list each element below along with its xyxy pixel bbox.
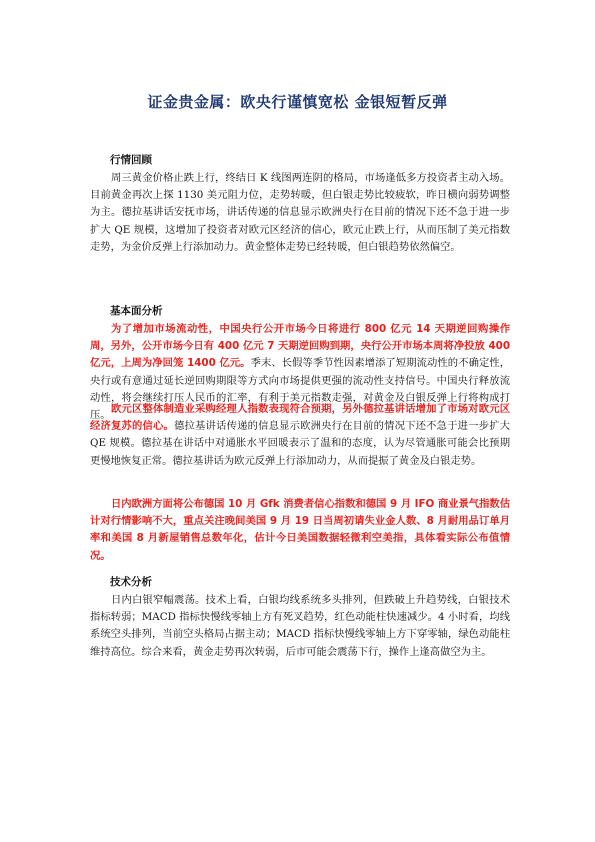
section-heading-fundamentals: 基本面分析 — [110, 305, 163, 317]
section-fundamentals-2 — [90, 401, 510, 470]
section-market-review — [90, 152, 510, 256]
page-title: 证金贵金属：欧央行谨慎宽松 金银短暂反弹 — [147, 93, 448, 111]
fundamentals-p2-highlight: 欧元区整体制造业采购经理人指数表现符合预期，另外德拉基讲话增加了市场对欧元区经济复苏的信心。 — [90, 403, 510, 433]
section-fundamentals-3 — [90, 496, 510, 565]
section-technical — [90, 574, 510, 661]
fundamentals-p3-highlight: 日内欧洲方面将公布德国 10 月 Gfk 消费者信心指数和德国 9 月 IFO 商业景气指数估计对行情影响不大，重点关注晚间美国 9 月 19 日当周初请失业金人数、8 月耐用品订单月率和美国 8 月新屋销售总数年化，估计今日美国数据轻微利空美指，具体看实际公布值情况。 — [90, 498, 510, 562]
fundamentals-paragraph-3 — [90, 496, 510, 565]
fundamentals-paragraph-2 — [90, 401, 510, 470]
market-review-paragraph: 周三黄金价格止跌上行，终结日 K 线图两连阴的格局，市场逢低多方投资者主动入场。目前黄金再次上探 1130 美元阻力位，走势转暖，但白银走势比较疲软，昨日横向弱势调整为主。德拉基讲话安抚市场，讲话传递的信息显示欧洲央行在目前的情况下还不急于进一步扩大 QE 规模，这增加了投资者对欧元区经济的信心，欧元止跌上行，从而压制了美元指数走势，为金价反弹上行添加动力。黄金整体走势已经转暖，但白银趋势依然偏空。 — [90, 172, 510, 253]
section-heading-technical: 技术分析 — [110, 576, 152, 588]
technical-paragraph: 日内白银窄幅震荡。技术上看，白银均线系统多头排列，但跌破上升趋势线，白银技术指标转弱；MACD 指标快慢线零轴上方有死叉趋势，红色动能柱快速减少。4 小时看，均线系统空头排列，当前空头格局占据主动；MACD 指标快慢线零轴上方下穿零轴，绿色动能柱维持高位。综合来看，黄金走势再次转弱，后市可能会震荡下行，操作上逢高做空为主。 — [90, 594, 510, 658]
fundamentals-p2-text: 德拉基讲话传递的信息显示欧洲央行在目前的情况下还不急于进一步扩大 QE 规模。德拉基在讲话中对通胀水平回暖表示了温和的态度，认为尽管通胀可能会比预期更慢地恢复正常。德拉基讲话为欧元反弹上行添加动力，从而提振了黄金及白银走势。 — [90, 420, 511, 467]
section-heading-market-review: 行情回顾 — [110, 154, 152, 166]
fundamentals-p1-text: 季末、长假等季节性因素增添了短期流动性的不确定性，央行或有意通过延长逆回购期限等方式向市场提供更强的流动性支持信号。中国央行释放流动性，将会继续打压人民币的汇率，有利于美元指数走强，对黄金及白银反弹上行将构成打压。 — [90, 357, 511, 422]
fundamentals-p1-highlight: 为了增加市场流动性，中国央行公开市场今日将进行 800 亿元 14 天期逆回购操作周，另外，公开市场今日有 400 亿元 7 天期逆回购到期，央行公开市场本周将净投放 400 亿元，上周为净回笼 1400 亿元。 — [90, 323, 510, 370]
